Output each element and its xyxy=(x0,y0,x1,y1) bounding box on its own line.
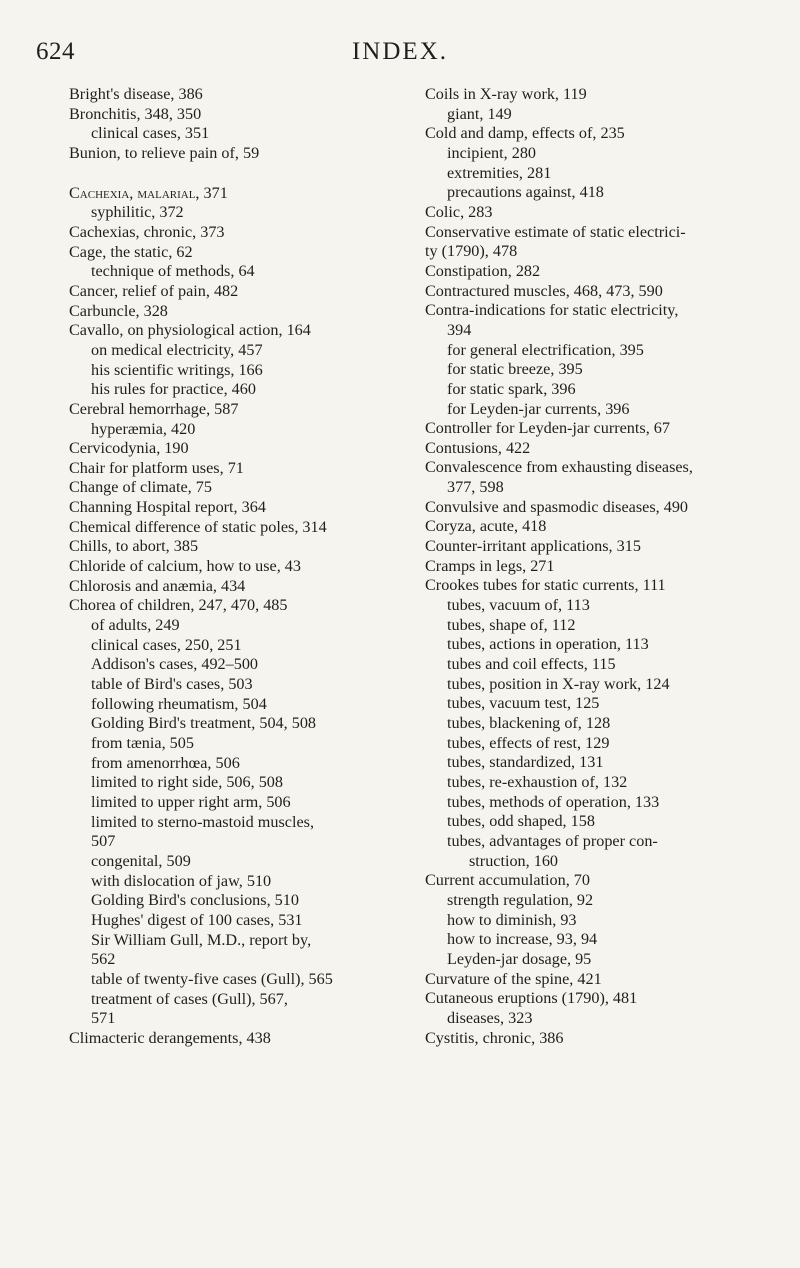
index-entry: Cancer, relief of pain, 482 xyxy=(69,281,239,300)
index-entry: Cavallo, on physiological action, 164 xyxy=(69,321,311,340)
index-entry: Climacteric derangements, 438 xyxy=(69,1028,271,1047)
index-subentry: how to diminish, 93 xyxy=(447,910,577,929)
index-entry: Constipation, 282 xyxy=(425,261,541,280)
index-entry: Cervicodynia, 190 xyxy=(69,439,189,458)
index-entry: Conservative estimate of static electrici- xyxy=(425,222,686,241)
index-entry: Contra-indications for static electricity, xyxy=(425,301,679,320)
index-entry: Chloride of calcium, how to use, 43 xyxy=(69,557,301,576)
index-subentry: syphilitic, 372 xyxy=(91,203,184,222)
index-entry: Controller for Leyden-jar currents, 67 xyxy=(425,419,670,438)
index-subentry: tubes, methods of operation, 133 xyxy=(447,792,660,811)
index-subentry: tubes, vacuum test, 125 xyxy=(447,694,600,713)
index-entry: Chair for platform uses, 71 xyxy=(69,458,244,477)
index-subentry: how to increase, 93, 94 xyxy=(447,930,598,949)
index-subentry: hyperæmia, 420 xyxy=(91,419,196,438)
index-subentry: struction, 160 xyxy=(469,851,559,870)
index-subentry: 394 xyxy=(447,320,472,339)
index-subentry: tubes, position in X-ray work, 124 xyxy=(447,674,670,693)
index-subentry: tubes, advantages of proper con- xyxy=(447,831,658,850)
index-entry: Cystitis, chronic, 386 xyxy=(425,1028,564,1047)
index-subentry: Golding Bird's treatment, 504, 508 xyxy=(91,714,317,733)
index-entry: Channing Hospital report, 364 xyxy=(69,498,266,517)
index-entry: Crookes tubes for static currents, 111 xyxy=(425,576,666,595)
index-subentry: giant, 149 xyxy=(447,104,512,123)
index-entry: Cage, the static, 62 xyxy=(69,242,193,261)
index-subentry: from tænia, 505 xyxy=(91,734,194,752)
page-number: 624 xyxy=(36,38,75,65)
index-subentry: clinical cases, 250, 251 xyxy=(91,635,242,654)
index-subentry: for static breeze, 395 xyxy=(447,360,583,379)
index-entry: Cachexias, chronic, 373 xyxy=(69,222,225,241)
index-entry: Cutaneous eruptions (1790), 481 xyxy=(425,989,638,1008)
index-column-right xyxy=(425,85,770,1048)
index-entry: Cerebral hemorrhage, 587 xyxy=(69,399,239,418)
index-subentry: for Leyden-jar currents, 396 xyxy=(447,399,630,418)
section-gap xyxy=(69,164,414,184)
page-title: INDEX. xyxy=(351,38,448,65)
index-subentry: tubes and coil effects, 115 xyxy=(447,655,616,674)
index-subentry: tubes, vacuum of, 113 xyxy=(447,596,590,615)
index-subentry: 507 xyxy=(91,832,116,851)
index-subentry: Hughes' digest of 100 cases, 531 xyxy=(91,910,303,929)
index-entry: Chills, to abort, 385 xyxy=(69,537,199,556)
index-entry: Cold and damp, effects of, 235 xyxy=(425,124,625,143)
index-subentry: tubes, odd shaped, 158 xyxy=(447,812,595,831)
index-entry: Convalescence from exhausting diseases, xyxy=(425,458,693,477)
index-subentry: of adults, 249 xyxy=(91,616,180,635)
index-subentry: limited to upper right arm, 506 xyxy=(91,792,291,811)
index-subentry: 377, 598 xyxy=(447,478,504,497)
index-entry: Carbuncle, 328 xyxy=(69,301,168,320)
index-entry: Bright's disease, 386 xyxy=(69,85,203,103)
index-subentry: 571 xyxy=(91,1009,116,1028)
index-subentry: Addison's cases, 492–500 xyxy=(91,655,259,674)
index-entry: Cramps in legs, 271 xyxy=(425,556,555,575)
index-subentry: following rheumatism, 504 xyxy=(91,694,267,713)
index-entry: Convulsive and spasmodic diseases, 490 xyxy=(425,497,689,516)
index-subentry: congenital, 509 xyxy=(91,851,191,870)
index-subentry: tubes, effects of rest, 129 xyxy=(447,733,610,752)
index-subentry: tubes, blackening of, 128 xyxy=(447,714,611,732)
index-entry: Current accumulation, 70 xyxy=(425,871,590,890)
index-subentry: limited to sterno-mastoid muscles, xyxy=(91,812,314,831)
index-entry: Coryza, acute, 418 xyxy=(425,517,547,536)
index-subentry: ty (1790), 478 xyxy=(425,242,518,261)
index-subentry: Sir William Gull, M.D., report by, xyxy=(91,930,312,949)
index-subentry: table of twenty-five cases (Gull), 565 xyxy=(91,969,333,988)
index-subentry: for static spark, 396 xyxy=(447,379,576,398)
index-subentry: tubes, re-exhaustion of, 132 xyxy=(447,772,628,791)
index-subentry: extremities, 281 xyxy=(447,163,552,182)
index-subentry: technique of methods, 64 xyxy=(91,262,255,281)
index-subentry: table of Bird's cases, 503 xyxy=(91,675,253,694)
index-entry: Chemical difference of static poles, 314 xyxy=(69,517,327,536)
index-subentry: clinical cases, 351 xyxy=(91,124,210,143)
index-entry: Bronchitis, 348, 350 xyxy=(69,104,202,123)
index-entry: Chorea of children, 247, 470, 485 xyxy=(69,596,288,615)
index-subentry: tubes, standardized, 131 xyxy=(447,753,604,772)
index-entry: Curvature of the spine, 421 xyxy=(425,969,602,988)
index-column-left xyxy=(69,85,414,1049)
index-entry: Change of climate, 75 xyxy=(69,478,212,497)
index-entry: Contusions, 422 xyxy=(425,438,531,457)
index-subentry: with dislocation of jaw, 510 xyxy=(91,871,272,890)
index-subentry: 562 xyxy=(91,950,116,969)
index-subentry: tubes, shape of, 112 xyxy=(447,615,576,634)
index-subentry: strength regulation, 92 xyxy=(447,890,594,909)
index-subentry: his scientific writings, 166 xyxy=(91,360,263,379)
index-subentry: his rules for practice, 460 xyxy=(91,380,256,399)
index-subentry: treatment of cases (Gull), 567, xyxy=(91,989,288,1008)
index-entry: Coils in X-ray work, 119 xyxy=(425,85,587,103)
index-subentry: diseases, 323 xyxy=(447,1008,533,1027)
index-subentry: tubes, actions in operation, 113 xyxy=(447,635,649,654)
index-subentry: precautions against, 418 xyxy=(447,183,604,202)
index-subentry: for general electrification, 395 xyxy=(447,340,644,359)
index-entry: Contractured muscles, 468, 473, 590 xyxy=(425,281,663,300)
index-subentry: limited to right side, 506, 508 xyxy=(91,773,283,792)
index-subentry: on medical electricity, 457 xyxy=(91,340,263,359)
index-subentry: incipient, 280 xyxy=(447,143,537,162)
index-subentry: Leyden-jar dosage, 95 xyxy=(447,949,592,968)
index-subentry: Golding Bird's conclusions, 510 xyxy=(91,891,299,910)
index-entry: Bunion, to relieve pain of, 59 xyxy=(69,143,260,162)
index-entry: Chlorosis and anæmia, 434 xyxy=(69,576,246,595)
index-entry: Colic, 283 xyxy=(425,202,493,221)
index-subentry: from amenorrhœa, 506 xyxy=(91,753,240,772)
index-entry: Counter-irritant applications, 315 xyxy=(425,537,641,556)
index-entry: Cachexia, malarial, 371 xyxy=(69,183,228,202)
